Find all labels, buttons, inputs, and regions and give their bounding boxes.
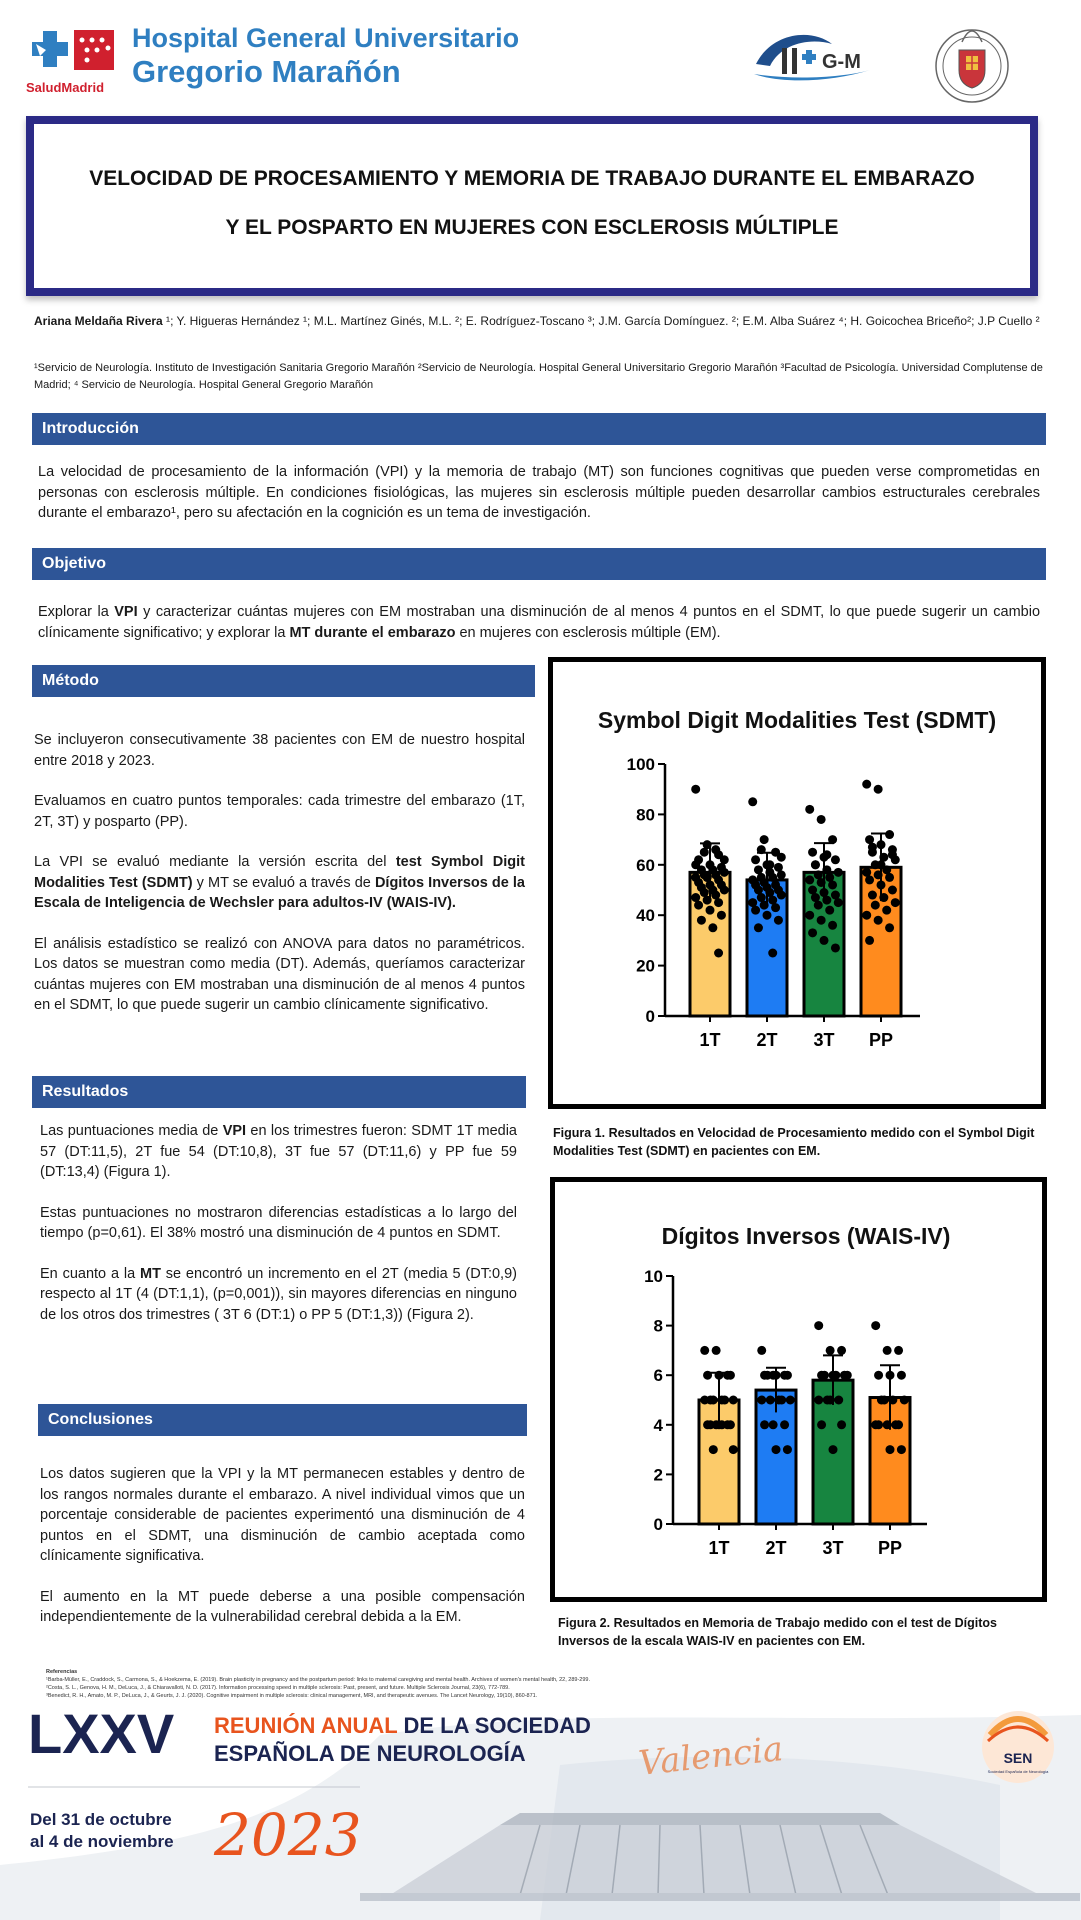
data-point <box>757 1346 766 1355</box>
data-point <box>709 1396 718 1405</box>
data-point <box>808 928 817 937</box>
method-p4: El análisis estadístico se realizó con ANOVA para datos no paramétricos. Los datos se muestran como media (DT). Además, queríamos caracterizar cuántas mujeres con EM mostraban una disminución de al menos 4 puntos en el SDMT, lo que puede sugerir un cambio clínicamente significativo. <box>34 935 525 1013</box>
data-point <box>871 901 880 910</box>
data-point <box>769 1420 778 1429</box>
data-point <box>777 853 786 862</box>
affiliations: ¹Servicio de Neurología. Instituto de Investigación Sanitaria Gregorio Marañón ²Servicio de Neurología. Hospital General Universitario Gregorio Marañón ³Facultad de Psicología. Universidad Complutense de Madrid; ⁴ Servicio de Neurología. Hospital General Gregorio Marañón <box>34 362 1043 391</box>
data-point <box>825 906 834 915</box>
data-point <box>766 1396 775 1405</box>
data-point <box>777 891 786 900</box>
data-point <box>783 1371 792 1380</box>
data-point <box>774 916 783 925</box>
caption-label: Figura 1. <box>553 1126 609 1140</box>
salud-madrid-text: SaludMadrid <box>26 80 105 95</box>
congress-name-navy: DE LA SOCIEDAD <box>397 1713 591 1738</box>
results-p2: Estas puntuaciones no mostraron diferencias estadísticas a lo largo del tiempo (p=0,61). El 38% mostró una disminución de 4 puntos en SDMT. <box>40 1204 517 1241</box>
x-tick-label: 1T <box>699 1030 721 1050</box>
data-point <box>714 898 723 907</box>
y-tick-label: 40 <box>636 906 655 926</box>
data-point <box>697 916 706 925</box>
conclusions-text <box>40 1464 525 1648</box>
results-part: En cuanto a la <box>40 1265 140 1282</box>
results-text <box>40 1121 517 1345</box>
data-point <box>868 843 877 852</box>
data-point <box>777 1396 786 1405</box>
results-bold-vpi: VPI <box>222 1123 247 1139</box>
data-point <box>826 1346 835 1355</box>
data-point <box>700 1396 709 1405</box>
chart-title: Symbol Digit Modalities Test (SDMT) <box>597 707 997 733</box>
congress-name-line2: ESPAÑOLA DE NEUROLOGÍA <box>214 1741 526 1766</box>
data-point <box>711 845 720 854</box>
data-point <box>760 1420 769 1429</box>
y-tick-label: 100 <box>626 755 655 774</box>
y-tick-label: 6 <box>653 1366 663 1386</box>
data-point <box>706 1420 715 1429</box>
method-bold-sdmt: test Symbol Digit Modalities Test (SDMT) <box>34 854 525 891</box>
data-point <box>865 936 874 945</box>
data-point <box>748 797 757 806</box>
data-point <box>882 906 891 915</box>
data-point <box>874 916 883 925</box>
sen-logo <box>982 1711 1054 1783</box>
data-point <box>729 1396 738 1405</box>
data-point <box>814 1396 823 1405</box>
data-point <box>834 1396 843 1405</box>
reference-item: ²Costa, S. L., Genova, H. M., DeLuca, J., & Chiaravalloti, N. D. (2017). Information processing speed in multiple sclerosis: Past, present, and future. Multiple Sclerosis Journal, 23(6), 772-789. <box>46 1685 510 1691</box>
data-point <box>717 911 726 920</box>
data-point <box>720 868 729 877</box>
method-bold-wais: Dígitos Inversos de la Escala de Inteligencia de Wechsler para adultos-IV (WAIS-IV). <box>34 874 525 911</box>
data-point <box>726 1420 735 1429</box>
poster-title-line1: VELOCIDAD DE PROCESAMIENTO Y MEMORIA DE TRABAJO DURANTE EL EMBARAZO <box>89 167 975 190</box>
results-part: en los trimestres fueron: SDMT 1T media 57 (DT:11,5), 2T fue 54 (DT:10,8), 3T fue 57 (DT:11,6) y PP fue 59 (DT:13,4) (Figura 1). <box>40 1123 517 1180</box>
method-p2: Evaluamos en cuatro puntos temporales: cada trimestre del embarazo (1T, 2T, 3T) y posparto (PP). <box>34 793 525 830</box>
y-tick-label: 60 <box>636 855 655 875</box>
congress-footer <box>0 1695 1081 1920</box>
data-point <box>729 1445 738 1454</box>
data-point <box>817 916 826 925</box>
congress-city: Valencia <box>636 1729 785 1784</box>
chart-title: Dígitos Inversos (WAIS-IV) <box>661 1223 951 1249</box>
data-point <box>714 949 723 958</box>
data-point <box>834 868 843 877</box>
section-header-resultados: Resultados <box>32 1076 526 1108</box>
data-point <box>805 875 814 884</box>
data-point <box>808 848 817 857</box>
data-point <box>883 1346 892 1355</box>
conclusions-p1: Los datos sugieren que la VPI y la MT permanecen estables y dentro de los rangos normales durante el embarazo. A nivel individual vimos que un porcentaje considerable de pacientes experimentó una disminución de 4 puntos en el SDMT, una disminución de cambio aceptada como clínicamente significativa. <box>40 1466 525 1564</box>
figure-2-frame <box>550 1177 1047 1602</box>
data-point <box>874 1420 883 1429</box>
objective-bold-vpi: VPI <box>114 604 138 620</box>
data-point <box>817 815 826 824</box>
data-point <box>786 1396 795 1405</box>
data-point <box>700 848 709 857</box>
data-point <box>871 1321 880 1330</box>
intro-text: La velocidad de procesamiento de la información (VPI) y la memoria de trabajo (MT) son funciones cognitivas que pueden verse comprometidas en personas con esclerosis múltiple. En condiciones fisiológicas, las mujeres sin esclerosis múltiple pueden desarrollar cambios estructurales cerebrales durante el embarazo¹, pero su afectación en la cognición es un tema de investigación. <box>38 464 1040 521</box>
caption-label: Figura 2. <box>558 1616 614 1630</box>
data-point <box>706 906 715 915</box>
y-tick-label: 4 <box>653 1415 663 1435</box>
data-point <box>817 1420 826 1429</box>
y-tick-label: 2 <box>653 1465 663 1485</box>
objective-bold-mt: MT durante el embarazo <box>289 624 456 641</box>
data-point <box>720 1396 729 1405</box>
data-point <box>880 1396 889 1405</box>
x-tick-label: 2T <box>756 1030 778 1050</box>
data-point <box>768 949 777 958</box>
data-point <box>694 901 703 910</box>
sen-logo-text: SEN <box>1003 1750 1033 1766</box>
section-header-metodo: Método <box>32 665 535 697</box>
data-point <box>777 870 786 879</box>
data-point <box>805 805 814 814</box>
section-header-conclusiones: Conclusiones <box>38 1404 527 1436</box>
data-point <box>760 835 769 844</box>
congress-year: 2023 <box>214 1801 362 1869</box>
congress-number: LXXV <box>28 1702 175 1765</box>
data-point <box>712 1346 721 1355</box>
figure-1-caption <box>553 1124 1047 1160</box>
x-tick-label: 1T <box>708 1538 730 1558</box>
reference-item: ¹Barba-Müller, E., Craddock, S., Carmona, S., & Hoekzema, E. (2019). Brain plasticity in pregnancy and the postpartum period: links to maternal caregiving and mental health. Archives of women's mental health, 22, 289-299. <box>46 1677 590 1683</box>
data-point <box>868 891 877 900</box>
data-point <box>780 1420 789 1429</box>
congress-dates-line1: Del 31 de octubre <box>30 1810 172 1829</box>
first-author-sup: ¹ <box>162 314 171 328</box>
results-p1 <box>40 1121 517 1183</box>
objective-part: y caracterizar cuántas mujeres con EM mostraban una disminución de al menos 4 puntos en el SDMT, lo que puede sugerir un cambio clínicamente significativo; y explorar la <box>38 604 1041 641</box>
caption-text: Resultados en Velocidad de Procesamiento medido con el Symbol Digit Modalities Test (SDMT) en pacientes con EM. <box>553 1126 1035 1158</box>
first-author: Ariana Meldaña Rivera <box>34 314 163 328</box>
data-point <box>831 855 840 864</box>
data-point <box>886 1445 895 1454</box>
igm-text: G-M <box>822 51 861 73</box>
data-point <box>709 1445 718 1454</box>
method-part: La VPI se evaluó mediante la versión escrita del <box>34 854 396 870</box>
data-point <box>691 785 700 794</box>
data-point <box>751 906 760 915</box>
data-point <box>708 923 717 932</box>
data-point <box>805 911 814 920</box>
y-tick-label: 8 <box>653 1316 663 1336</box>
figure-2-caption <box>558 1614 1048 1650</box>
data-point <box>814 1321 823 1330</box>
data-point <box>885 923 894 932</box>
hospital-name-line1: Hospital General Universitario <box>132 23 520 53</box>
data-point <box>720 886 729 895</box>
method-p3 <box>34 852 525 914</box>
sen-logo-subtext: Sociedad Española de Neurología <box>987 1769 1049 1774</box>
results-p3 <box>40 1264 517 1326</box>
university-seal <box>932 12 1012 112</box>
section-header-objetivo: Objetivo <box>32 548 1046 580</box>
wais-chart <box>555 1182 1042 1597</box>
x-tick-label: 3T <box>813 1030 835 1050</box>
data-point <box>862 911 871 920</box>
igm-logo <box>752 26 882 86</box>
data-point <box>897 1445 906 1454</box>
y-tick-label: 0 <box>653 1515 663 1534</box>
data-point <box>820 1371 829 1380</box>
references-title: Referencias <box>46 1669 78 1675</box>
data-point <box>751 855 760 864</box>
data-point <box>900 1396 909 1405</box>
data-point <box>771 903 780 912</box>
data-point <box>783 1445 792 1454</box>
x-tick-label: 3T <box>822 1538 844 1558</box>
data-point <box>814 901 823 910</box>
y-tick-label: 10 <box>644 1267 663 1286</box>
data-point <box>828 921 837 930</box>
results-part: se encontró un incremento en el 2T (media 5 (DT:0,9) respecto al 1T (4 (DT:1,1), (p=0,001)), sin mayores diferencias en ninguno de los otros dos trimestres ( 3T 6 (DT:1) o PP 5 (DT:1,3)) (Figura 2). <box>40 1265 517 1323</box>
data-point <box>763 1371 772 1380</box>
hospital-name-line2: Gregorio Marañón <box>132 54 401 89</box>
data-point <box>888 850 897 859</box>
data-point <box>894 1346 903 1355</box>
data-point <box>828 880 837 889</box>
results-part: Las puntuaciones media de <box>40 1123 223 1139</box>
x-tick-label: 2T <box>765 1538 787 1558</box>
data-point <box>843 1371 852 1380</box>
congress-name-line1 <box>214 1713 591 1738</box>
data-point <box>691 860 700 869</box>
x-tick-label: PP <box>877 1538 903 1558</box>
data-point <box>894 1420 903 1429</box>
data-point <box>837 1420 846 1429</box>
figure-1-frame <box>548 657 1046 1109</box>
data-point <box>897 1371 906 1380</box>
data-point <box>874 785 883 794</box>
poster-title <box>34 154 1030 252</box>
objective-part: Explorar la <box>38 604 115 620</box>
section-header-introduccion: Introducción <box>32 413 1046 445</box>
data-point <box>834 898 843 907</box>
method-p1: Se incluyeron consecutivamente 38 pacientes con EM de nuestro hospital entre 2018 y 2023. <box>34 732 525 769</box>
data-point <box>820 936 829 945</box>
data-point <box>763 911 772 920</box>
data-point <box>865 875 874 884</box>
data-point <box>831 943 840 952</box>
poster-title-line2: Y EL POSPARTO EN MUJERES CON ESCLEROSIS MÚLTIPLE <box>225 216 839 239</box>
y-tick-label: 0 <box>645 1007 655 1026</box>
data-point <box>888 886 897 895</box>
data-point <box>700 1346 709 1355</box>
data-point <box>829 1445 838 1454</box>
method-part: y MT se evaluó a través de <box>192 874 375 891</box>
y-tick-label: 80 <box>636 805 655 825</box>
data-point <box>837 1346 846 1355</box>
data-point <box>754 923 763 932</box>
data-point <box>891 898 900 907</box>
data-point <box>811 860 820 869</box>
congress-dates-line2: al 4 de noviembre <box>30 1832 174 1851</box>
x-tick-label: PP <box>868 1030 894 1050</box>
conclusions-p2: El aumento en la MT puede deberse a una posible compensación independientemente de la vulnerabilidad cerebral debida a la EM. <box>40 1588 525 1625</box>
poster-title-box <box>26 116 1038 296</box>
data-point <box>757 1396 766 1405</box>
caption-text: Resultados en Memoria de Trabajo medido con el test de Dígitos Inversos de la escala WAIS-IV en pacientes con EM. <box>558 1616 997 1648</box>
results-bold-mt: MT <box>140 1265 161 1282</box>
data-point <box>772 1445 781 1454</box>
y-tick-label: 20 <box>636 956 655 976</box>
reference-item: ³Benedict, R. H., Amato, M. P., DeLuca, J., & Geurts, J. J. (2020). Cognitive impairment in multiple sclerosis: clinical management, MRI, and therapeutic avenues. The Lancet Neurology, 19(10), 860-871. <box>46 1693 538 1699</box>
data-point <box>862 780 871 789</box>
sdmt-chart <box>553 662 1041 1104</box>
data-point <box>874 1371 883 1380</box>
hospital-name <box>132 22 519 90</box>
author-list <box>34 312 1044 331</box>
method-text <box>34 730 525 1036</box>
congress-name-orange: REUNIÓN ANUAL <box>214 1713 398 1738</box>
co-authors: ; Y. Higueras Hernández ¹; M.L. Martínez Ginés, M.L. ²; E. Rodríguez-Toscano ³; J.M. García Domínguez. ²; E.M. Alba Suárez ⁴; H. Goicochea Briceño²; J.P Cuello ² <box>170 314 1040 328</box>
objective-text <box>38 602 1040 643</box>
cross-icon <box>32 31 68 67</box>
data-point <box>720 855 729 864</box>
data-point <box>885 873 894 882</box>
objective-part: en mujeres con esclerosis múltiple (EM). <box>455 624 721 641</box>
data-point <box>885 830 894 839</box>
